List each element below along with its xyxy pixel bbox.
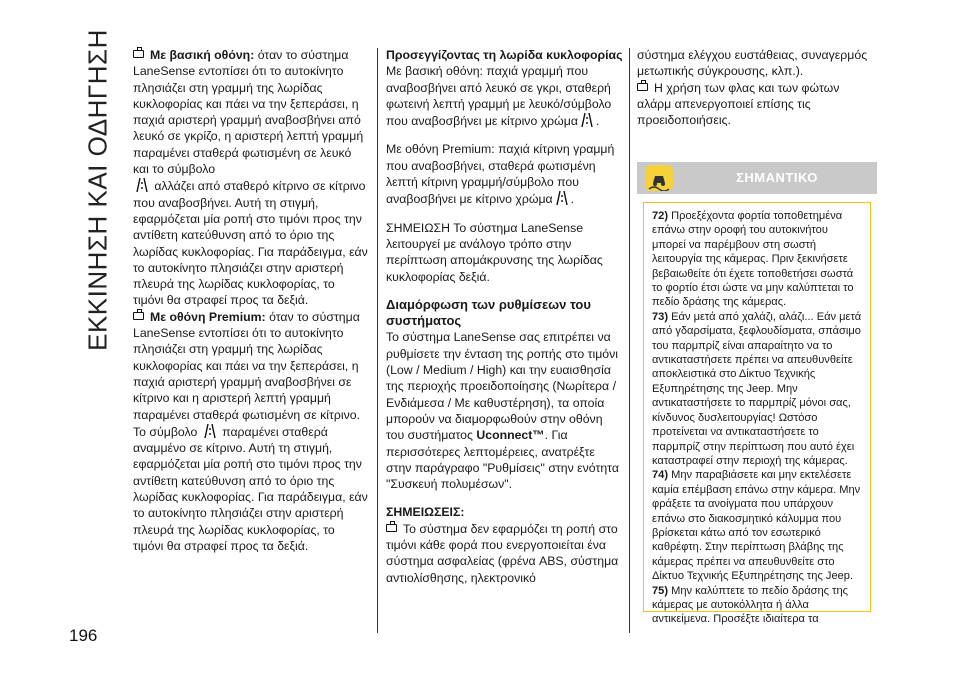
section-side-title: ΕΚΚΙΝΗΣΗ ΚΑΙ ΟΔΗΓΗΣΗ xyxy=(82,29,113,351)
column-2 xyxy=(386,47,623,586)
note-paragraph: ΣΗΜΕΙΩΣΗ Το σύστημα LaneSense λειτουργεί με ανάλογο τρόπο στην περίπτωση απομάκρυνσης της λωρίδας κυκλοφορίας δεξιά. xyxy=(386,220,603,284)
paragraph-basic-approach: Με βασική οθόνη: παχιά γραμμή που αναβοσβήνει από λευκό σε γκρι, σταθερή φωτεινή λεπτή γραμμή με λευκό/σύμβολο που αναβοσβήνει με κίτρινο χρώμα . xyxy=(386,64,612,129)
note-75: 75) Μην καλύπτετε το πεδίο δράσης της κάμερας με αυτοκόλλητα ή άλλα αντικείμενα. Προσέξτε ιδιαίτερα τα xyxy=(652,584,848,626)
lanesense-icon xyxy=(203,423,217,439)
car-warning-icon xyxy=(133,50,144,58)
paragraph-notes: Το σύστημα δεν εφαρμόζει τη ροπή στο τιμόνι κάθε φορά που ενεργοποιείται ένα σύστημα ασφαλείας (φρένα ABS, σύστημα αντιολίσθησης, ηλεκτρονικό xyxy=(386,521,619,585)
column-divider xyxy=(377,48,378,633)
page-number: 196 xyxy=(69,626,98,645)
heading-approaching-lane: Προσεγγίζοντας τη λωρίδα κυκλοφορίας xyxy=(386,48,623,62)
paragraph-settings: Το σύστημα LaneSense σας επιτρέπει να ρυθμίσετε την ένταση της ροπής στο τιμόνι (Low / Medium / High) και την ευαισθησία της περιοχής προειδοποίησης (Νωρίτερα / Ενδιάμεσα / Με καθυστέρηση), τα οποία μπορούν να διαμορφωθούν στην οθόνη του συστήματος Uconnect™. Για περισσότερες λεπτομέρειες, ανατρέξτε στην παράγραφο "Ρυθμίσεις" στην ενότητα "Συσκευή πολυμέσων". xyxy=(386,330,619,492)
warning-car-icon xyxy=(645,165,673,191)
lanesense-icon xyxy=(135,177,149,193)
column-3 xyxy=(637,47,877,128)
paragraph-continued: σύστημα ελέγχου ευστάθειας, συναγερμός μετωπικής σύγκρουσης, κλπ.). xyxy=(637,48,868,79)
paragraph-premium-approach: Με οθόνη Premium: παχιά κίτρινη γραμμή που αναβοσβήνει, σταθερά φωτισμένη λεπτή κίτρινη γραμμή/σύμβολο που αναβοσβήνει με κίτρινο χρώμα . xyxy=(386,142,615,207)
paragraph-indicators: Η χρήση των φλας και των φώτων αλάρμ απενεργοποιεί επίσης τις προειδοποιήσεις. xyxy=(637,80,840,128)
heading-notes: ΣΗΜΕΙΩΣΕΙΣ: xyxy=(386,505,465,520)
important-banner: ΣΗΜΑΝΤΙΚΟ xyxy=(637,162,877,194)
heading-settings: Διαμόρφωση των ρυθμίσεων του συστήματος xyxy=(386,296,591,329)
important-box xyxy=(643,202,871,626)
note-73: 73) Εάν μετά από χαλάζι, αλάζι... Εάν μετά από γδαρσίματα, ξεφλουδίσματα, σπάσιμο του παρμπρίζ είναι απαραίτητο να το αντικαταστήσετε πρέπει να απευθυνθείτε αποκλειστικά στο Δίκτυο Τεχνικής Εξυπηρέτησης της Jeep. Μην αντικαταστήσετε το παρμπρίζ μόνοι σας, κίνδυνος δυσλειτουργίας! Ωστόσο προτείνεται να αντικαταστήσετε το παρμπρίζ στην περίπτωση που αυτό έχει καταστραφεί στην περιοχή της κάμερας. xyxy=(652,310,862,467)
paragraph-basic-display: Με βασική οθόνη: όταν το σύστημα LaneSense εντοπίσει ότι το αυτοκίνητο πλησιάζει στη γραμμή της λωρίδας κυκλοφορίας και πάει να την ξεπεράσει, η παχιά αριστερή γραμμή αναβοσβήνει από λευκό σε γκρίζο, η αριστερή λεπτή γραμμή παραμένει σταθερά φωτισμένη σε λευκό και το σύμβολο αλλάζει από σταθερό κίτρινο σε κίτρινο που αναβοσβήνει. Αυτή τη στιγμή, εφαρμόζεται μία ροπή στο τιμόνι προς την αντίθετη κατεύθυνση από το όριο της λωρίδας κυκλοφορίας. Για παράδειγμα, εάν το αυτοκίνητο πλησιάζει στην αριστερή πλευρά της λωρίδας κυκλοφορίας, το τιμόνι θα στραφεί προς τα δεξιά. xyxy=(133,48,368,308)
car-warning-icon xyxy=(386,524,397,532)
note-72: 72) Προεξέχοντα φορτία τοποθετημένα επάνω στην οροφή του αυτοκινήτου μπορεί να παρέμβουν στη σωστή λειτουργία της κάμερας. Πριν ξεκινήσετε βεβαιωθείτε ότι έχετε τοποθετήσει σωστά το φορτίο έτσι ώστε να μην καλύπτεται το πεδίο δράσης της κάμερας. xyxy=(652,210,854,309)
column-1 xyxy=(133,47,368,554)
lanesense-icon xyxy=(555,190,569,206)
column-divider xyxy=(629,48,630,633)
note-74: 74) Μην παραβιάσετε και μην εκτελέσετε καμία επέμβαση επάνω στην κάμερα. Μην φράξετε τα ανοίγματα που υπάρχουν επάνω στο διακοσμητικό κάλυμμα που βρίσκεται κάτω από τον εσωτερικό καθρέφτη. Στην περίπτωση βλάβης της κάμερας πρέπει να απευθυνθείτε στο Δίκτυο Τεχνικής Εξυπηρέτησης της Jeep. xyxy=(652,469,861,583)
lanesense-icon xyxy=(580,112,594,128)
car-warning-icon xyxy=(133,312,144,320)
car-warning-icon xyxy=(637,83,648,91)
paragraph-premium-display: Με οθόνη Premium: όταν το σύστημα LaneSense εντοπίσει ότι το αυτοκίνητο πλησιάζει στη γραμμή της λωρίδας κυκλοφορίας και πάει να την ξεπεράσει, η παχιά αριστερή γραμμή αναβοσβήνει σε κίτρινο και η αριστερή λεπτή γραμμή παραμένει σταθερά φωτισμένη σε κίτρινο. Το σύμβολο παραμένει σταθερά αναμμένο σε κίτρινο. Αυτή τη στιγμή, εφαρμόζεται μία ροπή στο τιμόνι προς την αντίθετη κατεύθυνση από το όριο της λωρίδας κυκλοφορίας. Για παράδειγμα, εάν το αυτοκίνητο πλησιάζει στην αριστερή πλευρά της λωρίδας κυκλοφορίας, το τιμόνι θα στραφεί προς τα δεξιά. xyxy=(133,309,368,553)
